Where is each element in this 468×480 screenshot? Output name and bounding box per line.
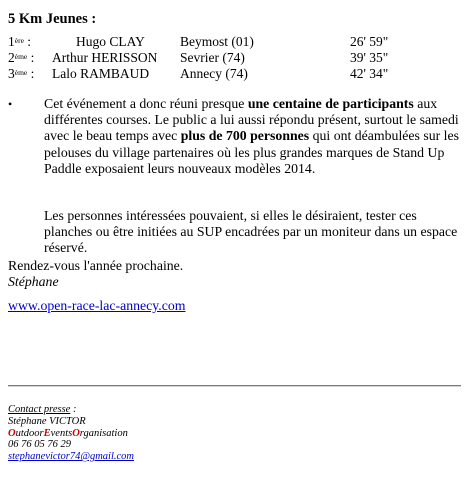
result-time: 42' 34" xyxy=(350,66,389,81)
horizontal-divider xyxy=(8,385,461,387)
test-paragraph: Les personnes intéressées pouvaient, si elles le désiraient, tester ces planches ou être initiées au SUP encadrées par un moniteur dans un espace réservé. xyxy=(44,208,458,256)
visitors-highlight: plus de 700 personnes xyxy=(180,128,310,144)
signature: Stéphane xyxy=(8,274,59,289)
organisation-name: OutdoorEventsOrganisation xyxy=(8,427,128,439)
result-name: Arthur HERISSON xyxy=(52,50,158,65)
press-contact: Contact presse : Stéphane VICTOR OutdoorEventsOrganisation 06 76 05 76 29 stephanevictor74@gmail.com xyxy=(8,404,135,463)
contact-phone: 06 76 05 76 29 xyxy=(8,439,71,451)
result-name: Lalo RAMBAUD xyxy=(52,66,150,81)
result-time: 39' 35" xyxy=(350,50,389,65)
contact-name: Stéphane VICTOR xyxy=(8,415,86,427)
section-title: 5 Km Jeunes : xyxy=(8,11,97,27)
result-name: Hugo CLAY xyxy=(76,34,145,49)
result-rank: 3ème : xyxy=(8,66,35,81)
participants-highlight: une centaine de participants xyxy=(247,96,414,111)
result-rank: 1ère : xyxy=(8,34,32,49)
result-city: Annecy (74) xyxy=(180,66,248,81)
summary-text: Cet événement a donc réuni presque une centaine de participants aux différentes courses. Le public a lui aussi répondu présent, surtout le samedi avec le beau temps avec plus de 700 personnes qui ont déambulées sur les pelouses du village partenaires où les plus grandes marques de Stand Up Paddle exposaient leurs nouveaux modèles 2014. xyxy=(44,96,459,176)
closing-line: Rendez-vous l'année prochaine. xyxy=(8,258,184,273)
bullet-icon: • xyxy=(8,97,13,111)
website-link[interactable]: www.open-race-lac-annecy.com xyxy=(8,298,186,313)
result-rank: 2ème : xyxy=(8,50,35,65)
result-city: Beymost (01) xyxy=(180,34,254,49)
contact-email-link[interactable]: stephanevictor74@gmail.com xyxy=(8,451,135,463)
contact-label: Contact presse xyxy=(8,404,71,415)
result-city: Sevrier (74) xyxy=(180,50,245,65)
result-time: 26' 59" xyxy=(350,34,389,49)
